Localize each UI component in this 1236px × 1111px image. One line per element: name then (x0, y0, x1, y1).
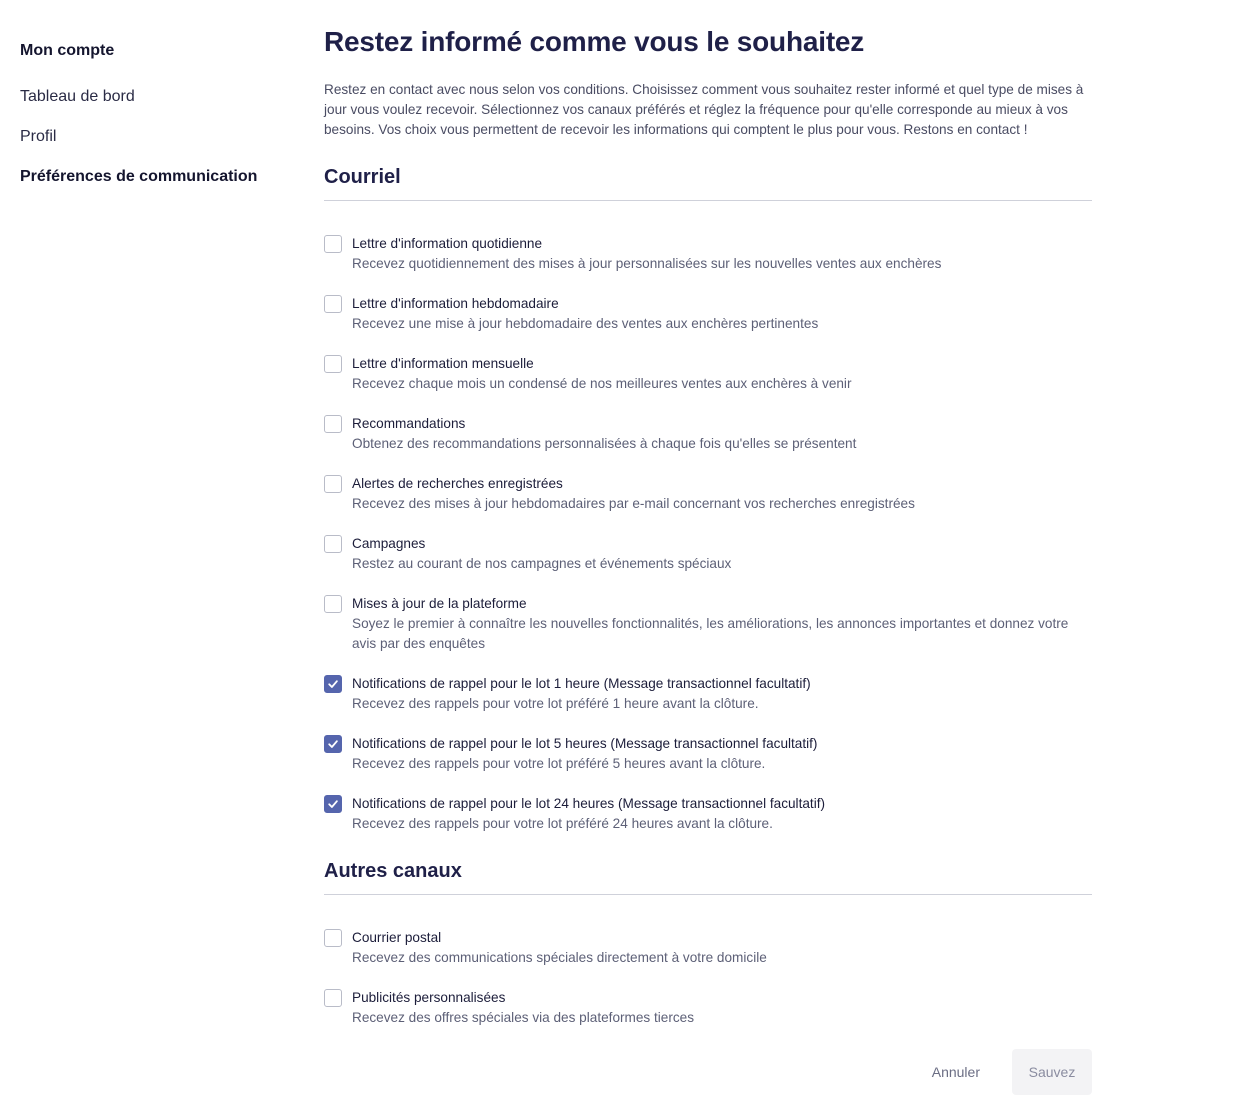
option-row[interactable] (324, 594, 1092, 654)
option-checkbox[interactable] (324, 235, 342, 253)
option-label[interactable]: Notifications de rappel pour le lot 1 heure (Message transactionnel facultatif) (352, 676, 811, 691)
option-label[interactable]: Courrier postal (352, 930, 442, 945)
courriel-options-list (324, 234, 1092, 834)
option-description: Recevez des rappels pour votre lot préféré 24 heures avant la clôture. (352, 816, 773, 831)
option-text (352, 294, 1092, 334)
option-row[interactable] (324, 474, 1092, 514)
option-description: Obtenez des recommandations personnalisées à chaque fois qu'elles se présentent (352, 436, 857, 451)
option-label[interactable]: Alertes de recherches enregistrées (352, 476, 563, 491)
option-text (352, 988, 1092, 1028)
section-divider (324, 200, 1092, 201)
option-checkbox[interactable] (324, 675, 342, 693)
option-row[interactable] (324, 734, 1092, 774)
option-checkbox[interactable] (324, 595, 342, 613)
sidebar-item-preferences-communication[interactable]: Préférences de communication (20, 168, 258, 185)
sidebar-item-profil[interactable]: Profil (20, 128, 57, 145)
option-description: Recevez chaque mois un condensé de nos meilleures ventes aux enchères à venir (352, 376, 852, 391)
option-label[interactable]: Campagnes (352, 536, 426, 551)
option-row[interactable] (324, 354, 1092, 394)
autres-options-list (324, 928, 1092, 1028)
option-label[interactable]: Notifications de rappel pour le lot 24 heures (Message transactionnel facultatif) (352, 796, 826, 811)
intro-text: Restez en contact avec nous selon vos conditions. Choisissez comment vous souhaitez rester informé et quel type de mises à jour vous voulez recevoir. Sélectionnez vos canaux préférés et réglez la fréquence pour qu'elle corresponde au mieux à vos besoins. Vos choix vous permettent de recevoir les informations qui comptent le plus pour vous. Restons en contact ! (324, 82, 1084, 137)
main-content (324, 24, 1092, 1048)
option-text (352, 734, 1092, 774)
page-title: Restez informé comme vous le souhaitez (324, 26, 865, 57)
option-text (352, 674, 1092, 714)
option-checkbox[interactable] (324, 795, 342, 813)
form-actions (324, 1049, 1092, 1095)
option-row[interactable] (324, 534, 1092, 574)
checkmark-icon (327, 678, 339, 690)
option-description: Recevez des communications spéciales directement à votre domicile (352, 950, 767, 965)
option-text (352, 474, 1092, 514)
option-row[interactable] (324, 294, 1092, 334)
cancel-button[interactable]: Annuler (916, 1049, 996, 1095)
option-label[interactable]: Lettre d'information quotidienne (352, 236, 543, 251)
option-description: Recevez des rappels pour votre lot préféré 1 heure avant la clôture. (352, 696, 759, 711)
section-title-autres-canaux: Autres canaux (324, 860, 462, 882)
option-description: Recevez des rappels pour votre lot préféré 5 heures avant la clôture. (352, 756, 766, 771)
option-description: Recevez quotidiennement des mises à jour personnalisées sur les nouvelles ventes aux enchères (352, 256, 942, 271)
option-row[interactable] (324, 674, 1092, 714)
sidebar (20, 40, 290, 188)
option-label[interactable]: Recommandations (352, 416, 466, 431)
option-label[interactable]: Publicités personnalisées (352, 990, 506, 1005)
option-checkbox[interactable] (324, 989, 342, 1007)
option-text (352, 534, 1092, 574)
sidebar-item-tableau-de-bord[interactable]: Tableau de bord (20, 88, 135, 105)
option-text (352, 928, 1092, 968)
section-divider (324, 894, 1092, 895)
option-label[interactable]: Lettre d'information hebdomadaire (352, 296, 559, 311)
option-checkbox[interactable] (324, 735, 342, 753)
option-row[interactable] (324, 234, 1092, 274)
option-description: Recevez une mise à jour hebdomadaire des ventes aux enchères pertinentes (352, 316, 819, 331)
option-label[interactable]: Notifications de rappel pour le lot 5 heures (Message transactionnel facultatif) (352, 736, 818, 751)
option-text (352, 594, 1092, 654)
option-row[interactable] (324, 414, 1092, 454)
option-description: Restez au courant de nos campagnes et événements spéciaux (352, 556, 732, 571)
option-checkbox[interactable] (324, 535, 342, 553)
option-description: Recevez des mises à jour hebdomadaires par e-mail concernant vos recherches enregistrées (352, 496, 915, 511)
checkmark-icon (327, 738, 339, 750)
section-title-courriel: Courriel (324, 166, 401, 188)
option-row[interactable] (324, 988, 1092, 1028)
option-checkbox[interactable] (324, 295, 342, 313)
option-text (352, 794, 1092, 834)
option-text (352, 234, 1092, 274)
sidebar-heading: Mon compte (20, 42, 115, 59)
option-checkbox[interactable] (324, 929, 342, 947)
option-checkbox[interactable] (324, 475, 342, 493)
option-checkbox[interactable] (324, 415, 342, 433)
save-button[interactable]: Sauvez (1012, 1049, 1092, 1095)
option-row[interactable] (324, 794, 1092, 834)
option-description: Recevez des offres spéciales via des plateformes tierces (352, 1010, 695, 1025)
option-label[interactable]: Mises à jour de la plateforme (352, 596, 527, 611)
option-description: Soyez le premier à connaître les nouvelles fonctionnalités, les améliorations, les annonces importantes et donnez votre avis par des enquêtes (352, 616, 1069, 651)
option-label[interactable]: Lettre d'information mensuelle (352, 356, 534, 371)
option-text (352, 414, 1092, 454)
checkmark-icon (327, 798, 339, 810)
option-row[interactable] (324, 928, 1092, 968)
option-text (352, 354, 1092, 394)
option-checkbox[interactable] (324, 355, 342, 373)
